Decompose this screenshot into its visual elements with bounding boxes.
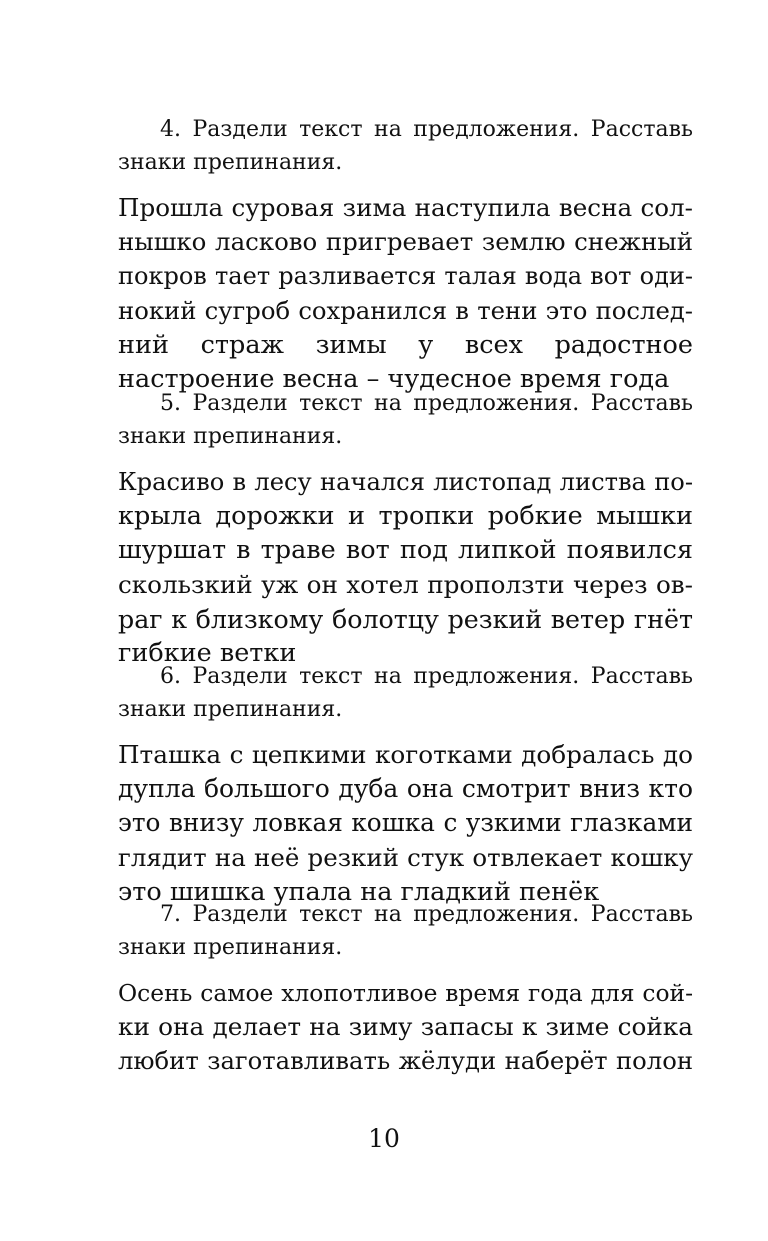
text-line: ний страж зимы у всех радостное: [118, 329, 693, 360]
task-text: [118, 465, 693, 670]
task-6: [118, 660, 693, 909]
text-line: скользкий уж он хотел проползти через ов-: [118, 569, 693, 599]
page-number: 10: [368, 1124, 400, 1153]
task-instruction: [118, 660, 693, 726]
task-7: [118, 898, 693, 1079]
task-instruction: [118, 898, 693, 964]
text-line: нышко ласково пригревает землю снежный: [118, 227, 693, 257]
text-line: покров тает разливается талая вода вот оди-: [118, 262, 693, 291]
instruction-line: знаки препинания.: [118, 935, 343, 960]
text-line: Прошла суровая зима наступила весна сол-: [118, 193, 693, 222]
text-line: Пташка с цепкими коготками добралась до: [118, 740, 693, 769]
text-line: Красиво в лесу начался листопад листва по-: [118, 468, 693, 496]
instruction-line: знаки препинания.: [118, 697, 343, 722]
text-line: ки она делает на зиму запасы к зиме сойка: [118, 1012, 693, 1042]
task-instruction: [118, 113, 693, 179]
instruction-line: знаки препинания.: [118, 150, 343, 175]
text-line: это внизу ловкая кошка с узкими глазками: [118, 808, 693, 838]
task-text: [118, 976, 693, 1079]
instruction-line: 7. Раздели текст на предложения. Расставь: [160, 902, 693, 927]
instruction-line: 6. Раздели текст на предложения. Расставь: [160, 664, 693, 689]
text-line: любит заготавливать жёлуди наберёт полон: [118, 1046, 693, 1076]
text-line: это шишка упала на гладкий пенёк: [118, 876, 600, 907]
text-line: гибкие ветки: [118, 638, 297, 669]
instruction-line: знаки препинания.: [118, 424, 343, 449]
text-line: настроение весна – чудесное время года: [118, 364, 670, 395]
text-line: нокий сугроб сохранился в тени это послед-: [118, 295, 693, 325]
text-line: раг к близкому болотцу резкий ветер гнёт: [118, 603, 693, 634]
instruction-line: 4. Раздели текст на предложения. Расставь: [160, 117, 693, 142]
text-line: шуршат в траве вот под липкой появился: [118, 535, 693, 566]
task-5: [118, 387, 693, 670]
task-4: [118, 113, 693, 396]
text-line: дупла большого дуба она смотрит вниз кто: [118, 774, 693, 804]
text-line: крыла дорожки и тропки робкие мышки: [118, 501, 693, 532]
task-text: [118, 191, 693, 396]
task-instruction: [118, 387, 693, 453]
instruction-line: 5. Раздели текст на предложения. Расставь: [160, 391, 693, 416]
text-line: Осень самое хлопотливое время года для сой-: [118, 979, 693, 1007]
task-text: [118, 738, 693, 909]
text-line: глядит на неё резкий стук отвлекает кошку: [118, 842, 693, 872]
